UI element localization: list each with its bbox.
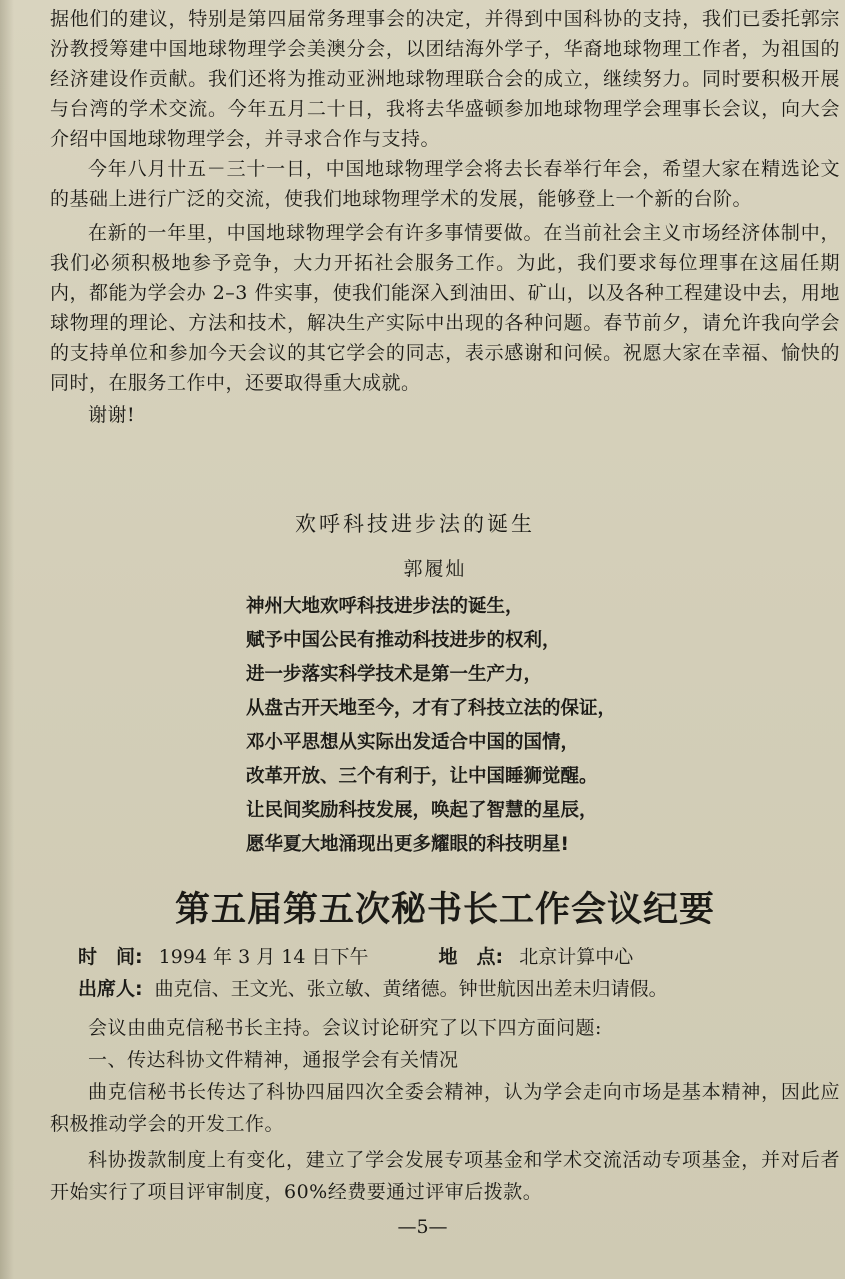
poem-line: 从盘古开天地至今，才有了科技立法的保证，	[246, 698, 617, 719]
speech-thanks: 谢谢!	[88, 404, 136, 426]
place-label: 地 点:	[438, 946, 504, 968]
poem-line: 赋予中国公民有推动科技进步的权利，	[246, 630, 561, 651]
attendees-value: 曲克信、王文光、张立敏、黄绪德。钟世航因出差未归请假。	[154, 978, 668, 1000]
poem-line: 改革开放、三个有利于，让中国睡狮觉醒。	[246, 766, 598, 787]
poem-line: 邓小平思想从实际出发适合中国的国情，	[246, 732, 580, 753]
poem-line: 让民间奖励科技发展，唤起了智慧的星辰，	[246, 800, 598, 821]
attendees-label: 出席人:	[78, 978, 143, 1000]
time-value: 1994 年 3 月 14 日下午	[158, 946, 369, 968]
minutes-intro: 会议由曲克信秘书长主持。会议讨论研究了以下四方面问题:	[88, 1017, 602, 1039]
speech-paragraph-1: 据他们的建议，特别是第四届常务理事会的决定，并得到中国科协的支持，我们已委托郭宗汾教授筹建中国地球物理学会美澳分会，以团结海外学子，华裔地球物理工作者，为祖国的经济建设作贡献。我们还将为推动亚洲地球物理联合会的成立，继续努力。同时要积极开展与台湾的学术交流。今年五月二十日，我将去华盛顿参加地球物理学会理事长会议，向大会介绍中国地球物理学会，并寻求合作与支持。	[50, 8, 840, 150]
section-1-heading: 一、传达科协文件精神，通报学会有关情况	[88, 1049, 459, 1071]
poem-line: 进一步落实科学技术是第一生产力，	[246, 664, 543, 685]
place-value: 北京计算中心	[519, 946, 634, 968]
speech-text	[50, 4, 840, 430]
poem-title: 欢呼科技进步法的诞生	[295, 512, 535, 536]
poem-line: 愿华夏大地涌现出更多耀眼的科技明星!	[246, 834, 569, 855]
page-gutter-shadow	[0, 0, 14, 1279]
meta-attendees	[78, 974, 668, 1001]
section-1-paragraph-1: 曲克信秘书长传达了科协四届四次全委会精神，认为学会走向市场是基本精神，因此应积极推动学会的开发工作。	[50, 1081, 840, 1135]
poem-body	[246, 590, 616, 862]
minutes-title: 第五届第五次秘书长工作会议纪要	[174, 890, 715, 930]
speech-paragraph-2: 今年八月卄五－三十一日，中国地球物理学会将去长春举行年会，希望大家在精选论文的基础上进行广泛的交流，使我们地球物理学术的发展，能够登上一个新的台阶。	[50, 158, 840, 210]
speech-paragraph-3: 在新的一年里，中国地球物理学会有许多事情要做。在当前社会主义市场经济体制中，我们必须积极地参予竞争，大力开拓社会服务工作。为此，我们要求每位理事在这届任期内，都能为学会办 2–3 件实事，使我们能深入到油田、矿山，以及各种工程建设中去，用地球物理的理论、方法和技术，解决生产实际中出现的各种问题。春节前夕，请允许我向学会的支持单位和参加今天会议的其它学会的同志，表示感谢和问候。祝愿大家在幸福、愉快的同时，在服务工作中，还要取得重大成就。	[50, 222, 840, 394]
poem-line: 神州大地欢呼科技进步法的诞生，	[246, 596, 524, 617]
minutes-body	[50, 1012, 840, 1208]
time-label: 时 间:	[78, 946, 143, 968]
section-1-paragraph-2: 科协拨款制度上有变化，建立了学会发展专项基金和学术交流活动专项基金，并对后者开始实行了项目评审制度，60%经费要通过评审后拨款。	[50, 1149, 840, 1203]
meta-time-place	[78, 942, 633, 969]
poem-author: 郭履灿	[403, 558, 467, 580]
page-number: —5—	[397, 1216, 448, 1238]
